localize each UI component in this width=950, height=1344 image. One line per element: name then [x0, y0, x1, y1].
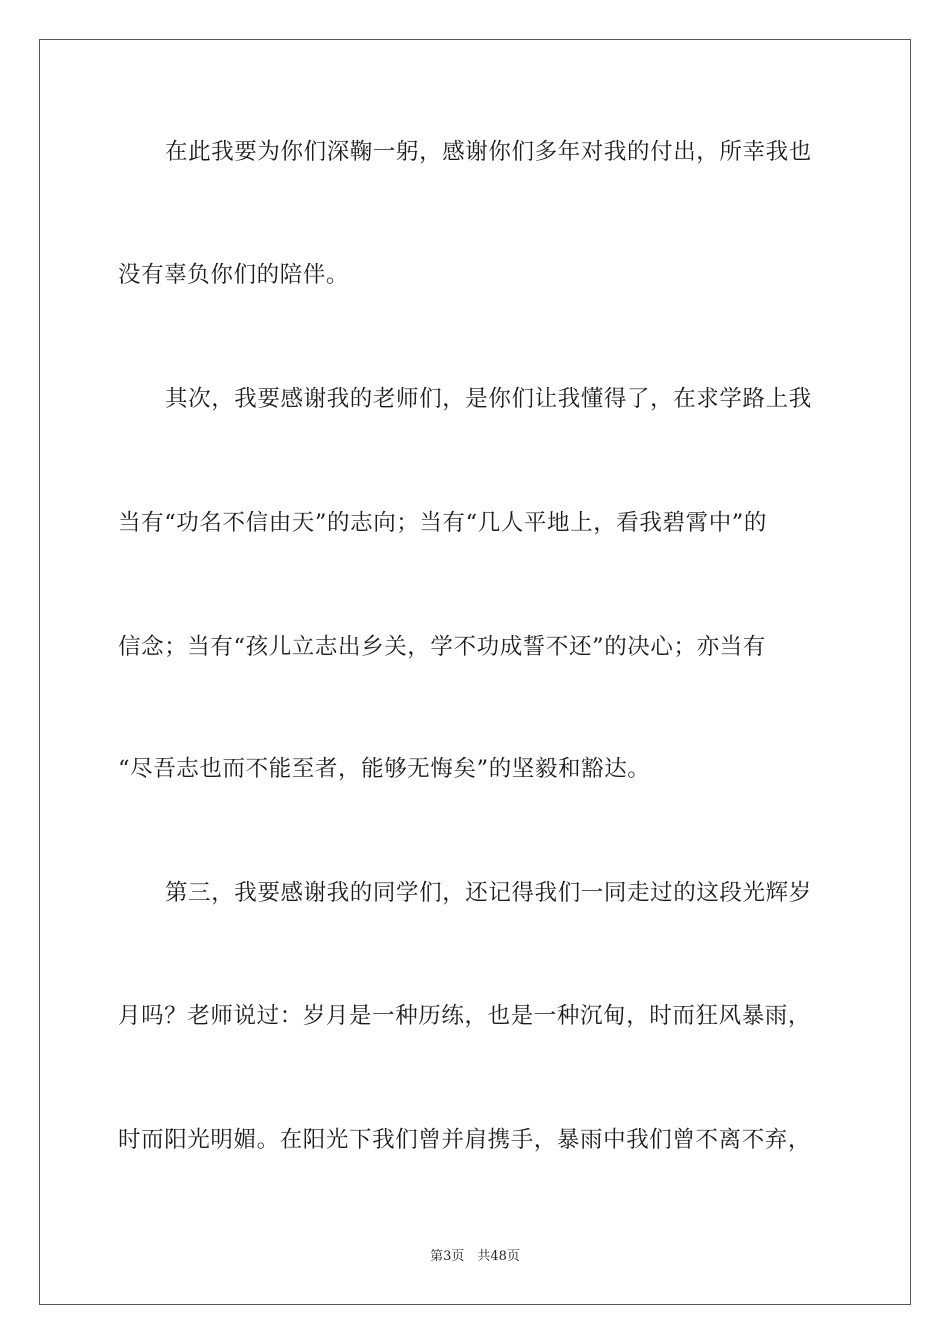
paragraph-line-7: 第三，我要感谢我的同学们，还记得我们一同走过的这段光辉岁 — [165, 880, 812, 906]
paragraph-line-3: 其次，我要感谢我的老师们，是你们让我懂得了，在求学路上我 — [165, 386, 812, 412]
page-frame — [39, 39, 911, 1305]
paragraph-line-6: “尽吾志也而不能至者，能够无悔矣”的坚毅和豁达。 — [118, 756, 651, 782]
paragraph-line-1: 在此我要为你们深鞠一躬，感谢你们多年对我的付出，所幸我也 — [165, 139, 812, 165]
paragraph-line-2: 没有辜负你们的陪伴。 — [118, 262, 350, 288]
page-number-footer: 第3页 共48页 — [430, 1249, 520, 1264]
paragraph-line-5: 信念；当有“孩儿立志出乡关，学不功成誓不还”的决心；亦当有 — [118, 634, 766, 660]
paragraph-line-8: 月吗？老师说过：岁月是一种历练，也是一种沉甸，时而狂风暴雨， — [118, 1003, 812, 1029]
paragraph-line-4: 当有“功名不信由天”的志向；当有“几人平地上，看我碧霄中”的 — [118, 510, 768, 536]
paragraph-line-9: 时而阳光明媚。在阳光下我们曾并肩携手，暴雨中我们曾不离不弃， — [118, 1127, 812, 1153]
